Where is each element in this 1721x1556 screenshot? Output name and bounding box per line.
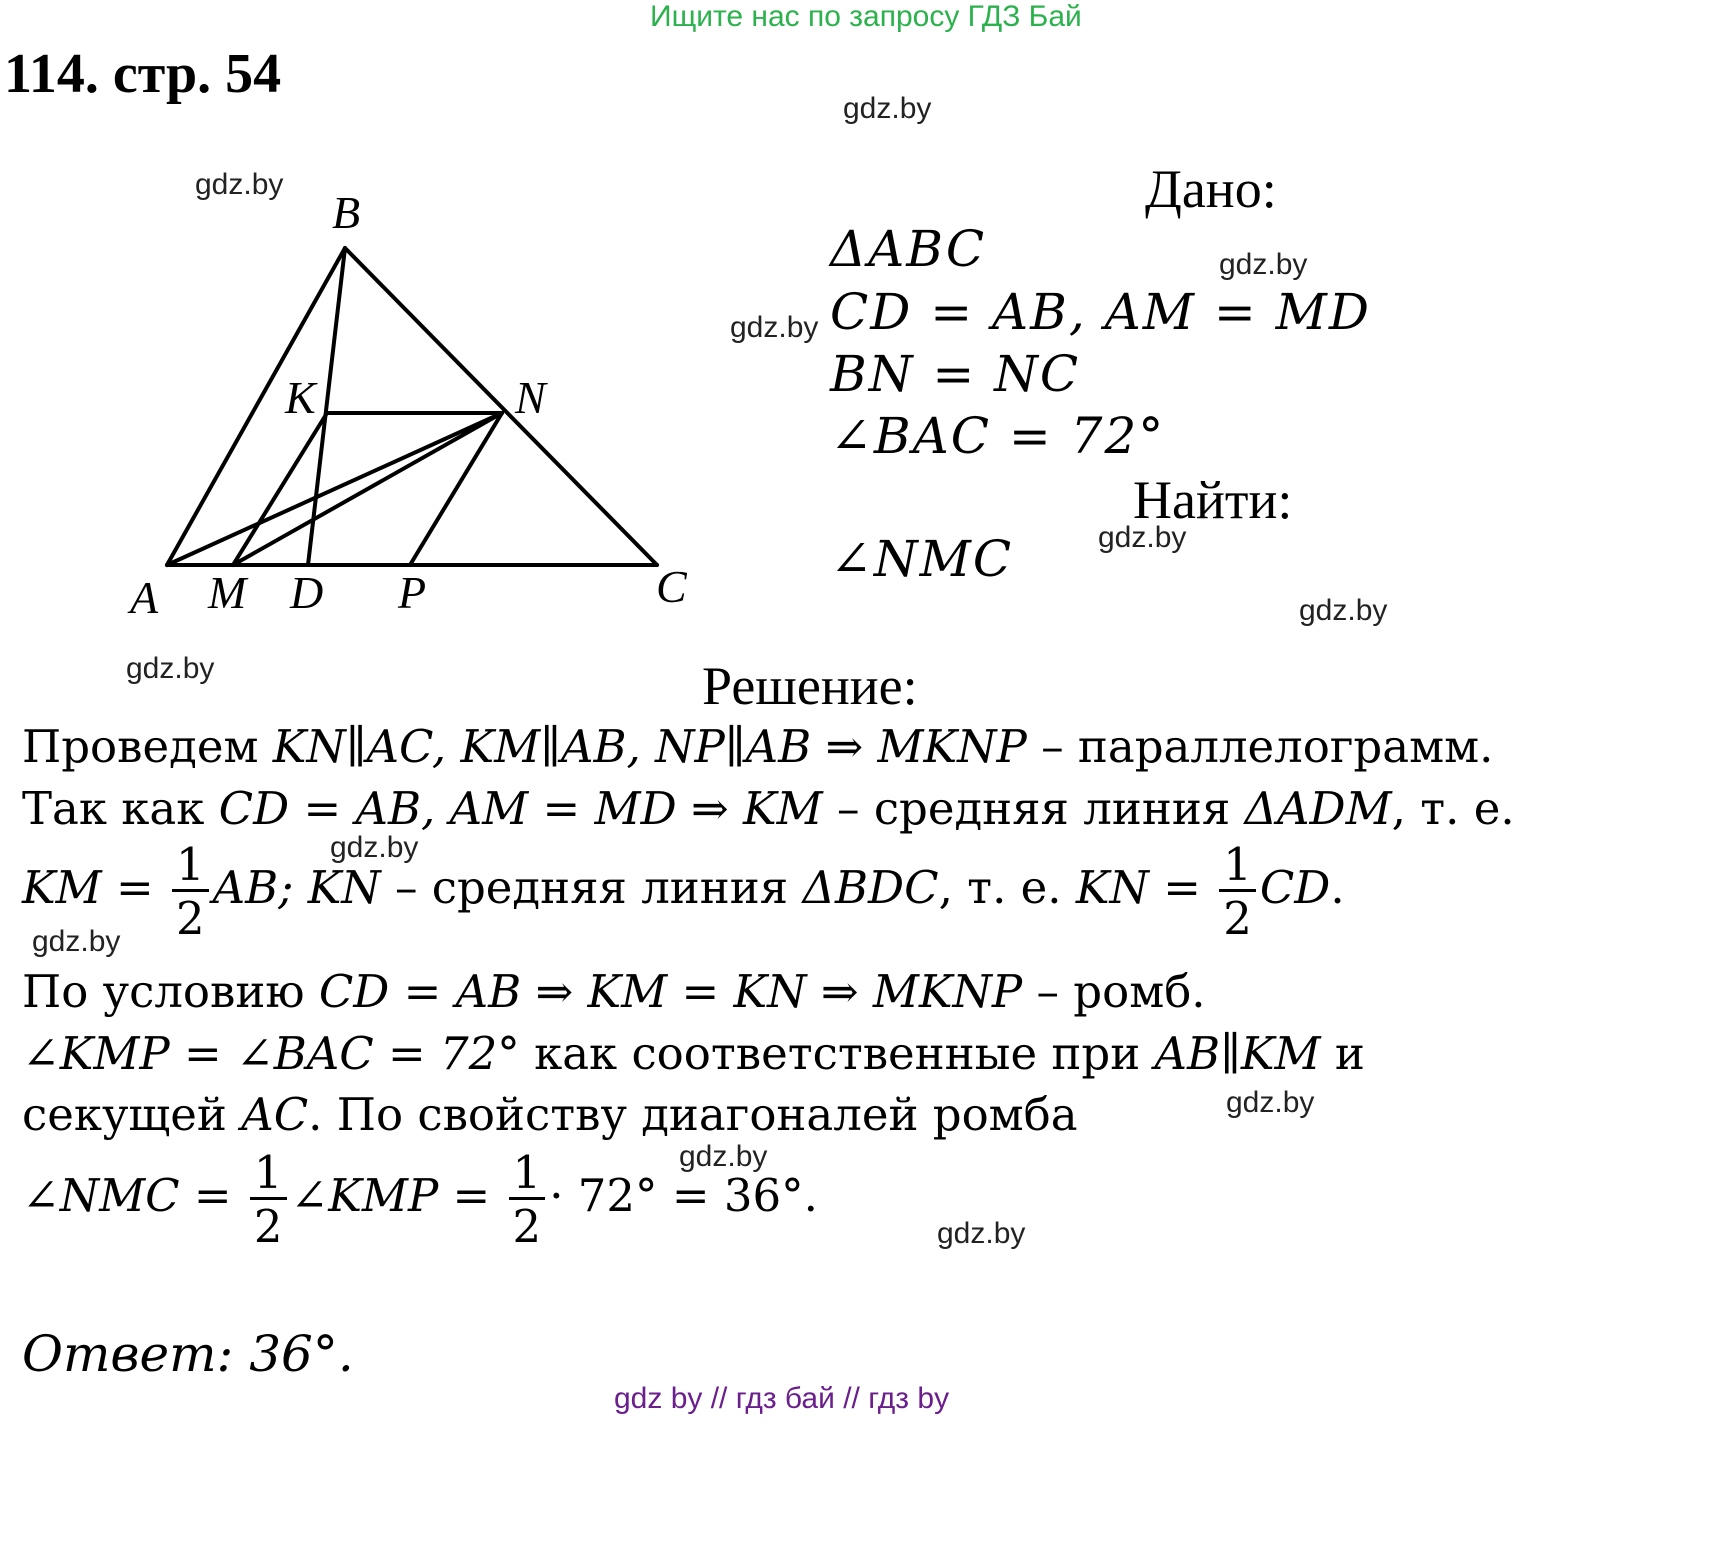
solution-line-7: ∠NMC = $\frac{1}{2}$ ∠KMP = $\frac{1}{2}$ · 72° = 36°. <box>22 1146 818 1253</box>
segment-km <box>233 413 327 565</box>
watermark: gdz.by <box>330 831 419 864</box>
triangle-figure <box>110 180 710 640</box>
watermark: gdz.by <box>937 1217 1026 1250</box>
find-heading: Найти: <box>1133 470 1293 530</box>
watermark: gdz.by <box>1299 594 1388 627</box>
watermark: gdz.by <box>126 652 215 685</box>
given-item: CD = AB, AM = MD <box>830 283 1371 341</box>
solution-line-3: KM = $\frac{1}{2}$ AB; KN – средняя линия ΔBDC, т. е. KN = $\frac{1}{2}$ CD. <box>22 838 1345 945</box>
given-item: ∠BAC = 72° <box>830 407 1166 465</box>
watermark: gdz.by <box>32 925 121 958</box>
watermark: gdz.by <box>679 1140 768 1173</box>
label-d: D <box>290 567 324 618</box>
solution-line-5: ∠KMP = ∠BAC = 72° как соответственные при AB∥KM и <box>22 1027 1365 1080</box>
fraction-one-half: $\frac{1}{2}$ <box>1219 842 1256 941</box>
fraction-one-half: $\frac{1}{2}$ <box>509 1150 546 1249</box>
solution-line-2: Так как CD = AB, AM = MD ⇒ KM – средняя линия ΔADM, т. е. <box>22 782 1515 835</box>
segment-mn <box>233 413 502 565</box>
solution-heading: Решение: <box>702 656 918 716</box>
search-banner: Ищите нас по запросу ГДЗ Бай <box>650 0 1082 33</box>
label-c: C <box>656 561 687 612</box>
footer-links: gdz by // гдз бай // гдз by <box>614 1382 950 1415</box>
watermark: gdz.by <box>1219 248 1308 281</box>
find-item: ∠NMC <box>830 530 1014 588</box>
watermark: gdz.by <box>1098 521 1187 554</box>
segment-an <box>167 413 502 565</box>
label-n: N <box>515 372 546 423</box>
fraction-one-half: $\frac{1}{2}$ <box>172 842 209 941</box>
answer: Ответ: 36°. <box>22 1325 354 1383</box>
label-a: A <box>130 572 159 623</box>
given-heading: Дано: <box>1145 159 1277 219</box>
label-m: M <box>208 567 247 618</box>
given-item: BN = NC <box>830 345 1081 403</box>
page-title: 114. стр. 54 <box>4 43 282 105</box>
label-b: B <box>332 187 361 238</box>
given-item: ΔABC <box>830 220 987 278</box>
watermark: gdz.by <box>730 311 819 344</box>
label-k: K <box>285 372 316 423</box>
label-p: P <box>398 567 427 618</box>
solution-line-1: Проведем KN∥AC, KM∥AB, NP∥AB ⇒ MKNP – параллелограмм. <box>22 720 1494 773</box>
side-bc <box>345 248 657 565</box>
watermark: gdz.by <box>843 92 932 125</box>
watermark: gdz.by <box>1226 1086 1315 1119</box>
solution-line-6: секущей AC. По свойству диагоналей ромба <box>22 1088 1078 1141</box>
solution-line-4: По условию CD = AB ⇒ KM = KN ⇒ MKNP – ромб. <box>22 965 1206 1018</box>
watermark: gdz.by <box>195 168 284 201</box>
fraction-one-half: $\frac{1}{2}$ <box>250 1150 287 1249</box>
